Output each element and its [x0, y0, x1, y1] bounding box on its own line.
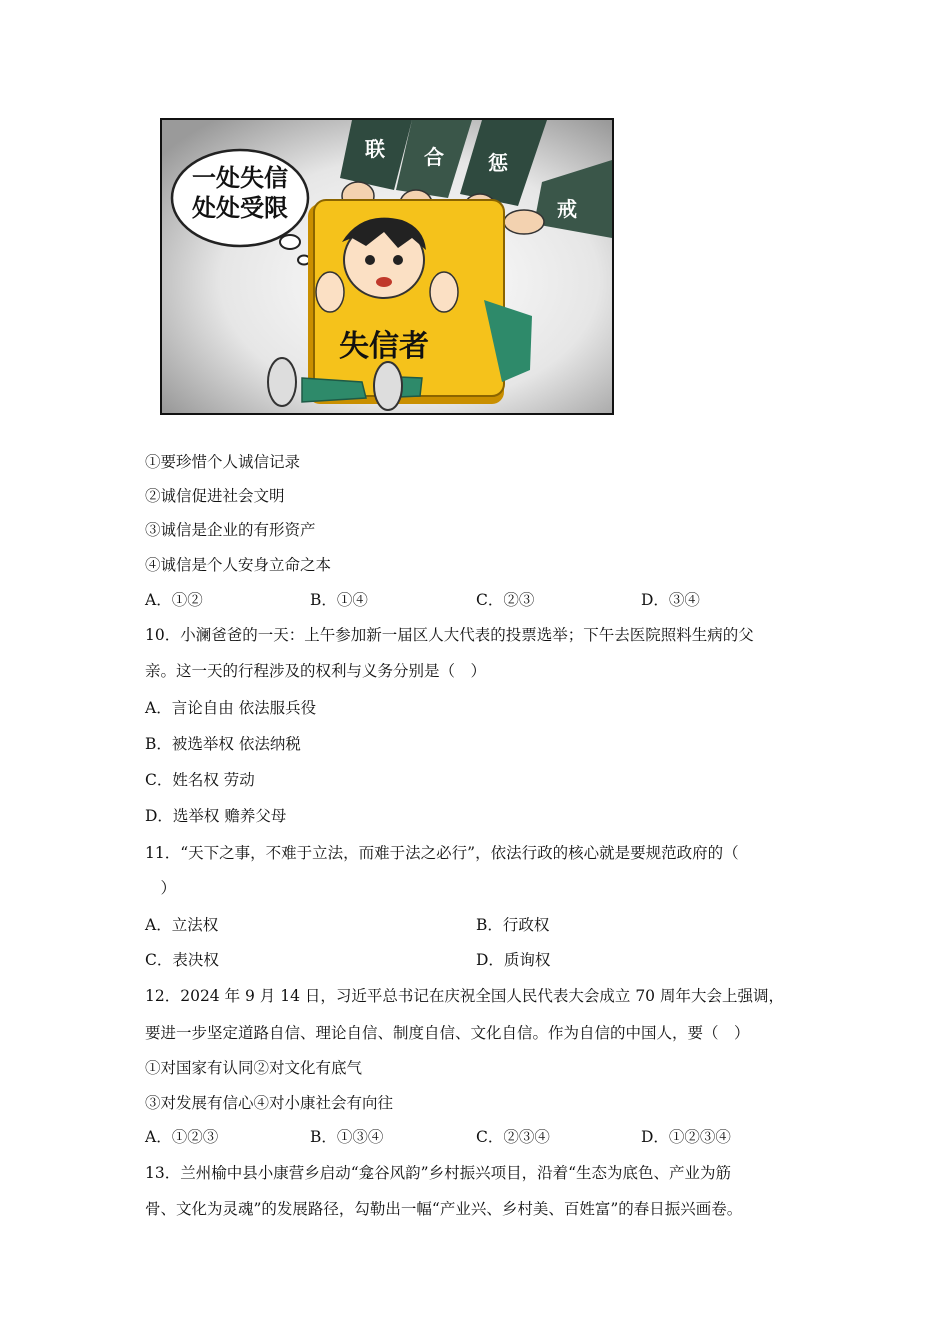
q13-stem-line1: 13．兰州榆中县小康营乡启动“龛谷风韵”乡村振兴项目，沿着“生态为底色、产业为筋 — [145, 1164, 731, 1182]
q12-stem-line1: 12．2024 年 9 月 14 日，习近平总书记在庆祝全国人民代表大会成立 70 周年大会上强调， — [145, 987, 784, 1005]
q12-stem-line2: 要进一步坚定道路自信、理论自信、制度自信、文化自信。作为自信的中国人，要（ ） — [145, 1024, 750, 1042]
q11-option-c: C．表决权 — [145, 951, 219, 969]
q12-statement-1: ①对国家有认同②对文化有底气 — [145, 1059, 363, 1077]
q12-option-a: A．①②③ — [145, 1128, 219, 1146]
q10-option-d: D．选举权 赡养父母 — [145, 807, 287, 825]
q10-stem-line1: 10．小澜爸爸的一天：上午参加新一届区人大代表的投票选举；下午去医院照料生病的父 — [145, 626, 754, 644]
q10-stem-line2: 亲。这一天的行程涉及的权利与义务分别是（ ） — [145, 662, 487, 680]
q9-statement-2: ②诚信促进社会文明 — [145, 487, 285, 505]
bubble-text-line2: 处处受限 — [192, 194, 288, 222]
q10-option-a: A．言论自由 依法服兵役 — [145, 699, 317, 717]
q11-stem-line1: 11．“天下之事，不难于立法，而难于法之必行”，依法行政的核心就是要规范政府的（ — [145, 844, 739, 862]
q12-option-d: D．①②③④ — [641, 1128, 731, 1146]
q12-option-c: C．②③④ — [476, 1128, 550, 1146]
q9-option-c: C．②③ — [476, 591, 535, 609]
q9-statement-3: ③诚信是企业的有形资产 — [145, 521, 316, 539]
q9-option-b: B．①④ — [310, 591, 368, 609]
q10-option-b: B．被选举权 依法纳税 — [145, 735, 301, 753]
sleeve-char-3: 惩 — [488, 151, 508, 175]
sleeve-char-2: 合 — [424, 145, 444, 169]
sleeve-char-4: 戒 — [557, 197, 577, 221]
cartoon-svg — [162, 120, 612, 413]
q9-statement-4: ④诚信是个人安身立命之本 — [145, 556, 332, 574]
cartoon-illustration — [160, 118, 614, 415]
q11-option-b: B．行政权 — [476, 916, 550, 934]
q11-option-d: D．质询权 — [476, 951, 551, 969]
board-label: 失信者 — [339, 329, 429, 364]
bubble-text-line1: 一处失信 — [192, 164, 288, 192]
q10-option-c: C．姓名权 劳动 — [145, 771, 255, 789]
q11-stem-line2: ） — [145, 879, 177, 897]
q9-option-a: A．①② — [145, 591, 203, 609]
q11-option-a: A．立法权 — [145, 916, 219, 934]
q12-statement-2: ③对发展有信心④对小康社会有向往 — [145, 1094, 394, 1112]
sleeve-char-1: 联 — [365, 137, 385, 161]
q9-statement-1: ①要珍惜个人诚信记录 — [145, 453, 301, 471]
q9-option-d: D．③④ — [641, 591, 700, 609]
q12-option-b: B．①③④ — [310, 1128, 384, 1146]
q13-stem-line2: 骨、文化为灵魂”的发展路径，勾勒出一幅“产业兴、乡村美、百姓富”的春日振兴画卷。 — [145, 1200, 743, 1218]
